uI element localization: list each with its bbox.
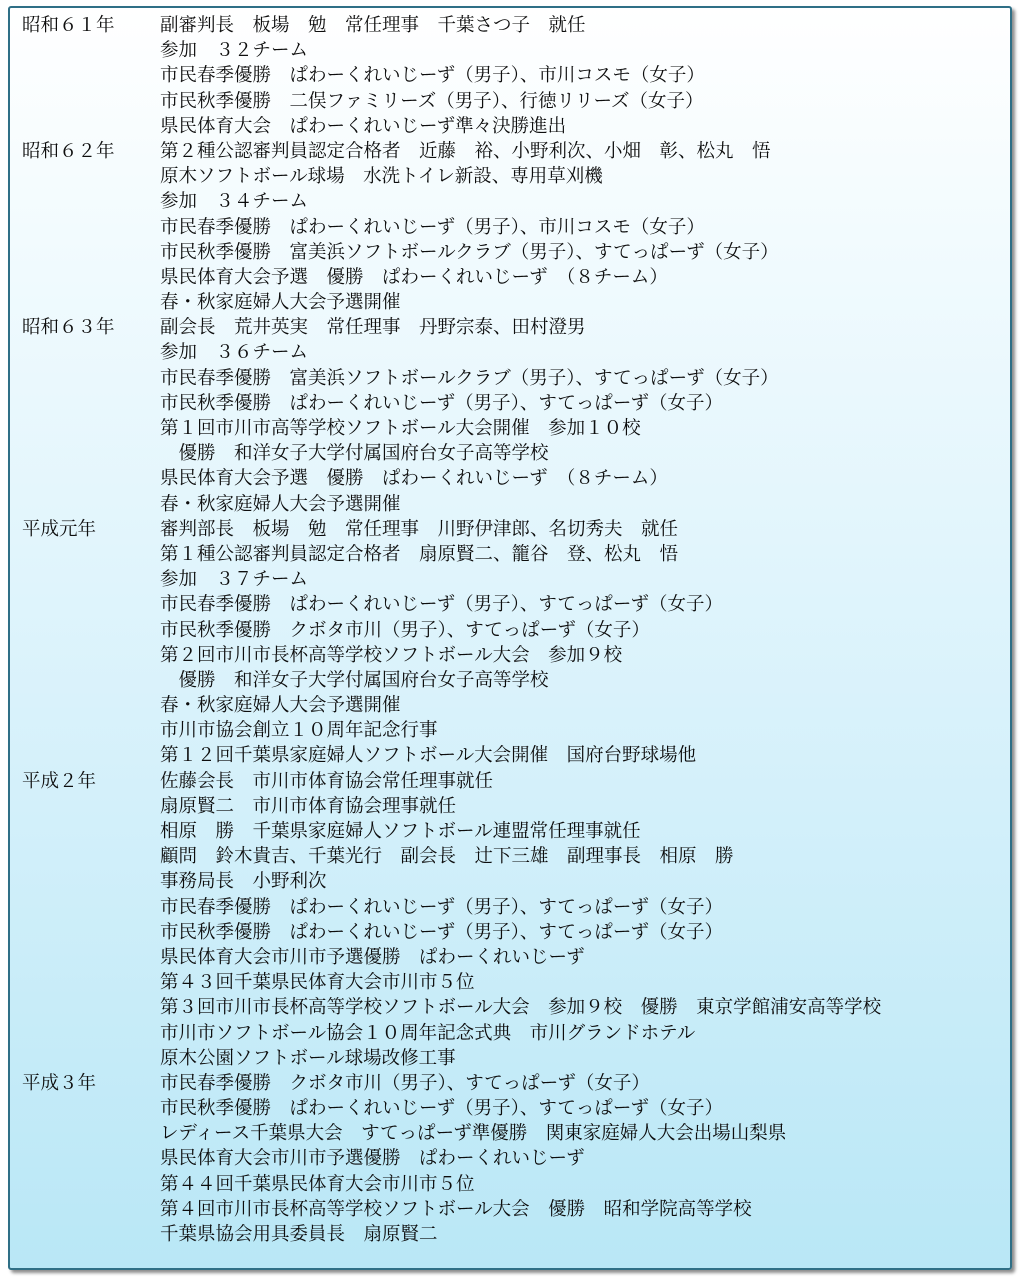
event-line: 市民秋季優勝 二俣ファミリーズ（男子）、行徳リリーズ（女子） <box>160 90 704 112</box>
event-line: 第３回市川市長杯高等学校ソフトボール大会 参加９校 優勝 東京学館浦安高等学校 <box>160 997 882 1019</box>
era-year: 昭和６３年 <box>22 317 115 339</box>
event-line: 第１回市川市高等学校ソフトボール大会開催 参加１０校 <box>160 418 641 439</box>
event-line: 佐藤会長 市川市体育協会常任理事就任 <box>160 770 494 792</box>
event-line: 第２回市川市長杯高等学校ソフトボール大会 参加９校 <box>160 644 623 666</box>
event-line: 参加 ３４チーム <box>160 191 309 213</box>
event-line: 春・秋家庭婦人大会予選開催 <box>160 292 401 314</box>
event-line: 原木ソフトボール球場 水洗トイレ新設、専用草刈機 <box>160 166 603 188</box>
event-line: 県民体育大会 ぱわーくれいじーず準々決勝進出 <box>160 115 567 137</box>
event-line: 参加 ３６チーム <box>160 342 309 364</box>
event-line: 市民秋季優勝 富美浜ソフトボールクラブ（男子）、すてっぱーず（女子） <box>160 241 779 263</box>
event-line: 副会長 荒井英実 常任理事 丹野宗泰、田村澄男 <box>160 317 586 339</box>
event-line: 第４回市川市長杯高等学校ソフトボール大会 優勝 昭和学院高等学校 <box>160 1198 752 1220</box>
event-line: 副審判長 板場 勉 常任理事 千葉さつ子 就任 <box>160 15 586 36</box>
event-line: 原木公園ソフトボール球場改修工事 <box>160 1047 456 1069</box>
history-panel <box>8 6 1012 1270</box>
event-line: 顧問 鈴木貴吉、千葉光行 副会長 辻下三雄 副理事長 相原 勝 <box>160 846 734 868</box>
event-line: 県民体育大会市川市予選優勝 ぱわーくれいじーず <box>160 1148 585 1170</box>
event-line: レディース千葉県大会 すてっぱーず準優勝 関東家庭婦人大会出場山梨県 <box>160 1123 787 1145</box>
event-line: 第１種公認審判員認定合格者 扇原賢二、籠谷 登、松丸 悟 <box>160 543 679 565</box>
era-events <box>160 1071 1010 1247</box>
era-year: 昭和６２年 <box>22 140 115 162</box>
event-line: 市民春季優勝 富美浜ソフトボールクラブ（男子）、すてっぱーず（女子） <box>160 367 779 389</box>
event-line: 第４３回千葉県民体育大会市川市５位 <box>160 972 475 994</box>
event-line: 第１２回千葉県家庭婦人ソフトボール大会開催 国府台野球場他 <box>160 745 697 767</box>
timeline-entry <box>10 517 1010 769</box>
event-line: 市民春季優勝 ぱわーくれいじーず（男子）、すてっぱーず（女子） <box>160 594 723 616</box>
event-line: 春・秋家庭婦人大会予選開催 <box>160 493 401 515</box>
event-line: 市民春季優勝 ぱわーくれいじーず（男子）、市川コスモ（女子） <box>160 216 705 238</box>
event-line: 第２種公認審判員認定合格者 近藤 裕、小野利次、小畑 彰、松丸 悟 <box>160 140 771 162</box>
event-line: 相原 勝 千葉県家庭婦人ソフトボール連盟常任理事就任 <box>160 821 641 842</box>
era-events <box>160 13 1010 139</box>
event-line: 参加 ３２チーム <box>160 40 309 62</box>
era-events <box>160 517 1010 769</box>
event-line: 千葉県協会用具委員長 扇原賢二 <box>160 1224 438 1245</box>
era-events <box>160 315 1010 517</box>
event-line: 第４４回千葉県民体育大会市川市５位 <box>160 1173 475 1195</box>
timeline-entry <box>10 315 1010 517</box>
timeline-entry <box>10 139 1010 315</box>
timeline-entry <box>10 13 1010 139</box>
event-line: 市民春季優勝 クボタ市川（男子）、すてっぱーず（女子） <box>160 1072 650 1094</box>
event-line: 市民秋季優勝 ぱわーくれいじーず（男子）、すてっぱーず（女子） <box>160 1098 723 1120</box>
event-line: 県民体育大会市川市予選優勝 ぱわーくれいじーず <box>160 946 585 968</box>
event-line: 春・秋家庭婦人大会予選開催 <box>160 695 401 717</box>
era-year: 平成２年 <box>22 770 97 792</box>
event-line: 優勝 和洋女子大学付属国府台女子高等学校 <box>160 669 549 691</box>
era-year: 昭和６１年 <box>22 15 115 36</box>
event-line: 参加 ３７チーム <box>160 569 309 591</box>
event-line: 市民秋季優勝 ぱわーくれいじーず（男子）、すてっぱーず（女子） <box>160 392 723 414</box>
event-line: 県民体育大会予選 優勝 ぱわーくれいじーず （８チーム） <box>160 266 668 288</box>
event-line: 審判部長 板場 勉 常任理事 川野伊津郎、名切秀夫 就任 <box>160 518 679 540</box>
era-year: 平成元年 <box>22 518 97 540</box>
event-line: 扇原賢二 市川市体育協会理事就任 <box>160 795 457 817</box>
event-line: 事務局長 小野利次 <box>160 871 327 893</box>
era-events <box>160 769 1010 1071</box>
event-line: 市川市協会創立１０周年記念行事 <box>160 720 438 742</box>
era-events <box>160 139 1010 315</box>
event-line: 市民秋季優勝 ぱわーくれいじーず（男子）、すてっぱーず（女子） <box>160 921 723 943</box>
event-line: 市民春季優勝 ぱわーくれいじーず（男子）、市川コスモ（女子） <box>160 65 705 87</box>
event-line: 優勝 和洋女子大学付属国府台女子高等学校 <box>160 443 549 465</box>
timeline-entry <box>10 769 1010 1071</box>
history-timeline <box>10 13 1010 1247</box>
event-line: 市民春季優勝 ぱわーくれいじーず（男子）、すてっぱーず（女子） <box>160 896 723 918</box>
event-line: 市川市ソフトボール協会１０周年記念式典 市川グランドホテル <box>160 1022 696 1044</box>
timeline-entry <box>10 1071 1010 1247</box>
era-year: 平成３年 <box>22 1072 97 1094</box>
event-line: 県民体育大会予選 優勝 ぱわーくれいじーず （８チーム） <box>160 468 668 490</box>
event-line: 市民秋季優勝 クボタ市川（男子）、すてっぱーず（女子） <box>160 619 650 641</box>
